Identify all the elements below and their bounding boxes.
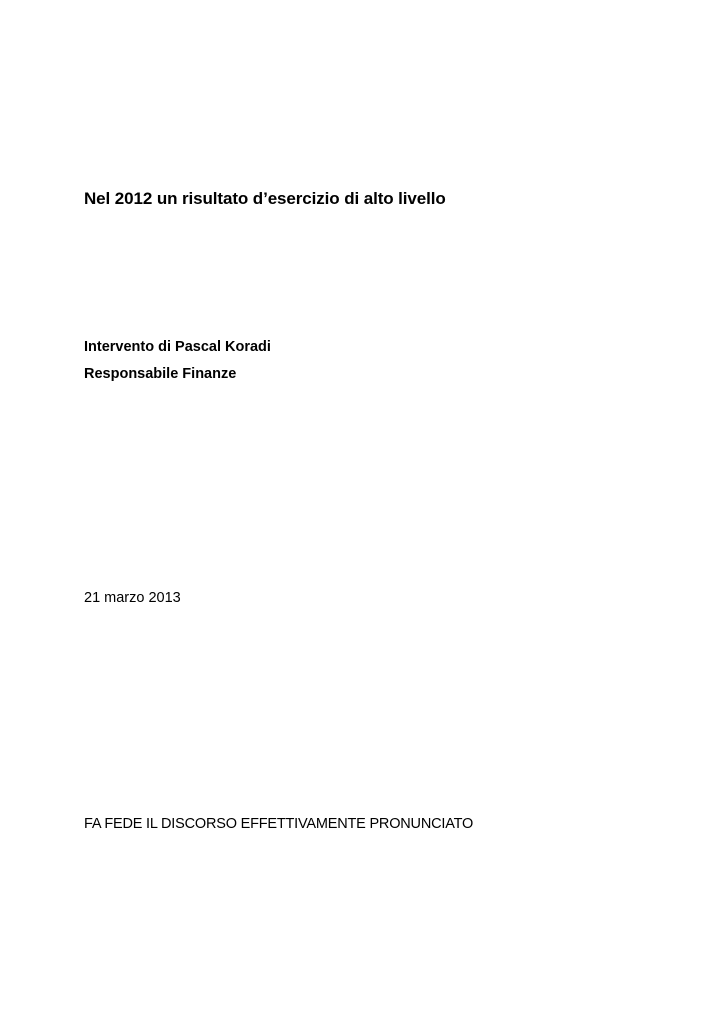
document-title: Nel 2012 un risultato d’esercizio di alto livello	[84, 189, 446, 208]
disclaimer-note: FA FEDE IL DISCORSO EFFETTIVAMENTE PRONUNCIATO	[84, 816, 474, 832]
speaker-block	[84, 334, 271, 388]
speaker-role: Responsabile Finanze	[84, 366, 237, 382]
document-date: 21 marzo 2013	[84, 590, 181, 606]
speaker-intro: Intervento di Pascal Koradi	[84, 339, 271, 355]
